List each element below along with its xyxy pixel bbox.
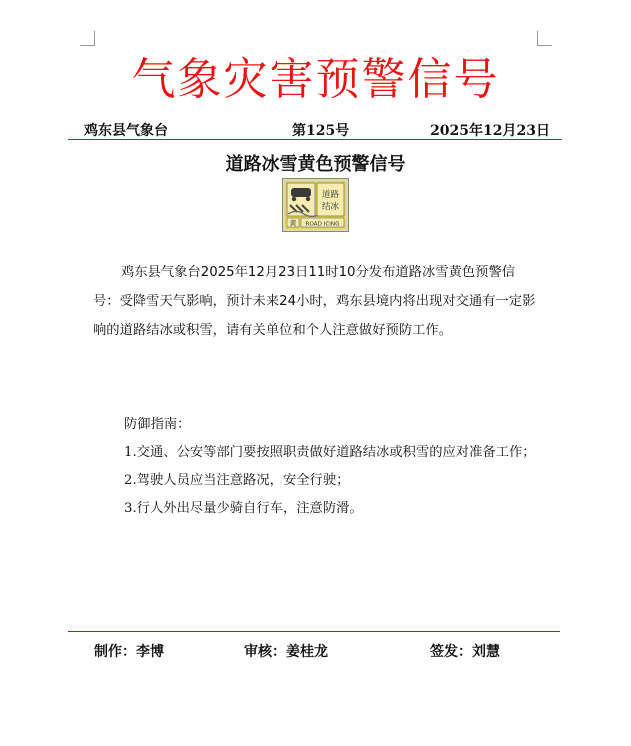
road-ice-yellow-warning-icon bbox=[282, 178, 349, 232]
icon-label-cn-bottom: 结冰 bbox=[321, 202, 340, 212]
producer: 制作：李博 bbox=[94, 644, 164, 660]
issuing-office: 鸡东县气象台 bbox=[84, 123, 168, 139]
icon-level-label: 黄 bbox=[289, 219, 297, 228]
masthead-title: 气象灾害预警信号 bbox=[131, 54, 500, 105]
issue-number: 第125号 bbox=[292, 123, 350, 139]
warning-body bbox=[93, 258, 539, 345]
issue-meta-row bbox=[80, 120, 550, 140]
document-title: 道路冰雪黄色预警信号 bbox=[225, 154, 406, 175]
signoff-row bbox=[0, 641, 631, 661]
guidance-list bbox=[93, 439, 545, 523]
icon-label-en: ROAD ICING bbox=[305, 221, 340, 228]
signer: 签发：刘慧 bbox=[430, 644, 500, 660]
footer-divider bbox=[68, 631, 560, 632]
issue-date: 2025年12月23日 bbox=[430, 123, 550, 139]
guidance-item: 3.行人外出尽量少骑自行车，注意防滑。 bbox=[124, 501, 363, 516]
header-divider bbox=[68, 139, 562, 140]
guidance-item: 2.驾驶人员应当注意路况，安全行驶； bbox=[124, 473, 350, 488]
crop-mark-top-right bbox=[537, 31, 552, 46]
guidance-heading: 防御指南： bbox=[124, 417, 191, 432]
guidance-item: 1.交通、公安等部门要按照职责做好道路结冰或积雪的应对准备工作； bbox=[124, 445, 536, 460]
warning-paragraph: 鸡东县气象台2025年12月23日11时10分发布道路冰雪黄色预警信号：受降雪天气影响，预计未来24小时，鸡东县境内将出现对交通有一定影响的道路结冰或积雪，请有关单位和个人注意做好预防工作。 bbox=[93, 265, 536, 338]
crop-mark-top-left bbox=[80, 31, 95, 46]
icon-label-cn-top: 道路 bbox=[321, 190, 340, 200]
reviewer: 审核：姜桂龙 bbox=[244, 644, 328, 660]
